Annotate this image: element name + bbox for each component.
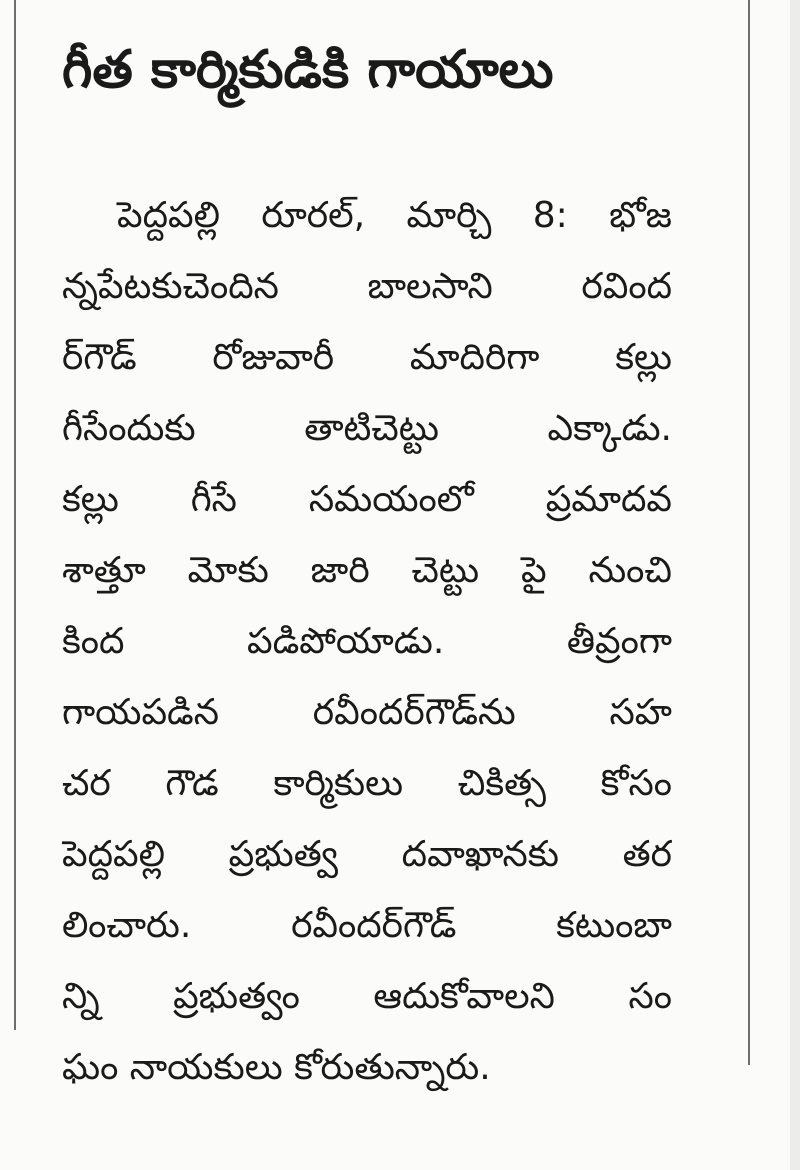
body-line: పెద్దపల్లి రూరల్, మార్చి 8: భోజ xyxy=(117,195,672,236)
body-line: న్నపేటకుచెందిన బాలసాని రవింద xyxy=(62,266,672,307)
body-line: పెద్దపల్లి ప్రభుత్వ దవాఖానకు తర xyxy=(62,834,672,875)
page-edge xyxy=(790,0,800,1170)
body-line: కింద పడిపోయాడు. తీవ్రంగా xyxy=(62,621,672,662)
body-line: గీసేందుకు తాటిచెట్టు ఎక్కాడు. xyxy=(62,408,672,449)
body-line: లించారు. రవీందర్‌గౌడ్ కటుంబా xyxy=(62,905,672,946)
article-headline: గీత కార్మికుడికి గాయాలు xyxy=(62,40,554,100)
article-body xyxy=(62,180,682,1103)
body-line: న్ని ప్రభుత్వం ఆదుకోవాలని సం xyxy=(62,976,672,1017)
body-line: ఘం నాయకులు కోరుతున్నారు. xyxy=(62,1047,491,1088)
body-line: కల్లు గీసే సమయంలో ప్రమాదవ xyxy=(62,479,672,520)
column-rule-left xyxy=(14,0,16,1030)
column-rule-right xyxy=(748,0,750,1065)
body-line: శాత్తూ మోకు జారి చెట్టు పై నుంచి xyxy=(62,550,672,591)
news-article xyxy=(62,30,682,1103)
body-line: ర్‌గౌడ్ రోజువారీ మాదిరిగా కల్లు xyxy=(62,337,672,378)
body-line: గాయపడిన రవీందర్‌గౌడ్‌ను సహ xyxy=(62,692,672,733)
body-line: చర గౌడ కార్మికులు చికిత్స కోసం xyxy=(62,763,672,804)
